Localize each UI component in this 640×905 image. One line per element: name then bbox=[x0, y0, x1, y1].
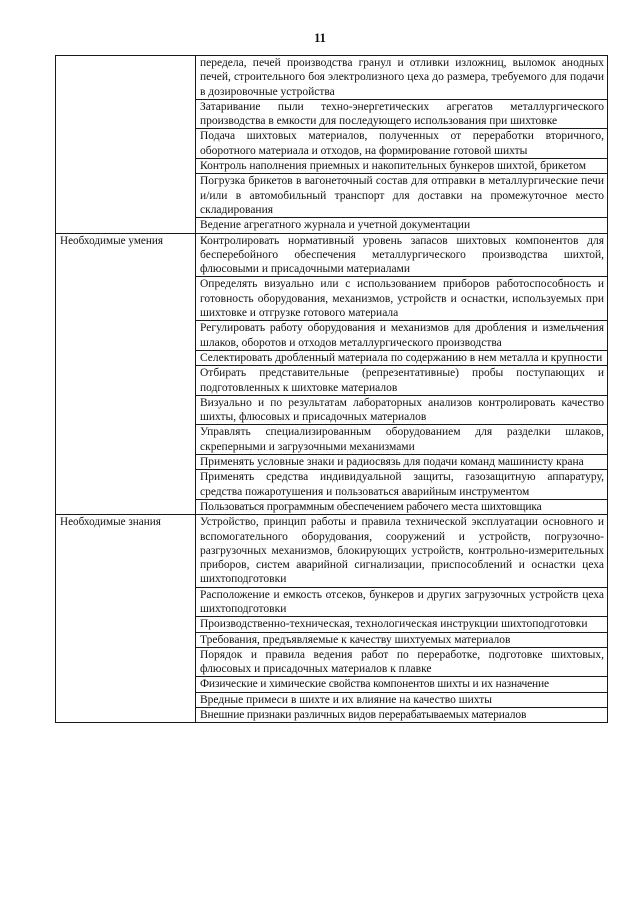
table-cell: Контроль наполнения приемных и накопительных бункеров шихтой, брикетом bbox=[196, 159, 608, 174]
table-cell: Ведение агрегатного журнала и учетной документации bbox=[196, 218, 608, 233]
table-cell: Порядок и правила ведения работ по переработке, подготовке шихтовых, флюсовых и присадочных материалов к плавке bbox=[196, 647, 608, 677]
table-cell: Контролировать нормативный уровень запасов шихтовых компонентов для бесперебойного обеспечения металлургического производства шихтой, флюсовыми и присадочными материалами bbox=[196, 233, 608, 277]
table-cell: Пользоваться программным обеспечением рабочего места шихтовщика bbox=[196, 499, 608, 514]
table-cell: Управлять специализированным оборудованием для разделки шлаков, скреперными и загрузочными механизмами bbox=[196, 425, 608, 455]
table-cell: Погрузка брикетов в вагонеточный состав для отправки в металлургические печи и/или в автомобильный транспорт для доставки на промежуточное место складирования bbox=[196, 174, 608, 218]
table-cell: Подача шихтовых материалов, полученных от переработки вторичного, оборотного материала и отходов, на формирование готовой шихты bbox=[196, 129, 608, 159]
table-cell: Визуально и по результатам лабораторных анализов контролировать качество шихты, флюсовых и присадочных материалов bbox=[196, 395, 608, 425]
table-cell: Физические и химические свойства компонентов шихты и их назначение bbox=[196, 677, 608, 692]
table-cell: Внешние признаки различных видов перерабатываемых материалов bbox=[196, 708, 608, 723]
table-cell: передела, печей производства гранул и отливки изложниц, выломок анодных печей, строительного боя электролизного цеха до размера, требуемого для подачи в дозировочные устройства bbox=[196, 56, 608, 100]
table-cell: Селектировать дробленный материала по содержанию в нем металла и крупности bbox=[196, 350, 608, 365]
table-cell: Устройство, принцип работы и правила технической эксплуатации основного и вспомогательного оборудования, сооружений и устройств, погрузочно-разгрузочных механизмов, блокирующих устройств, контрольно-измерительных приборов, систем аварийной сигнализации, приспособлений и оснастки цеха шихтоподготовки bbox=[196, 515, 608, 587]
category-cell bbox=[56, 56, 196, 234]
table-cell: Регулировать работу оборудования и механизмов для дробления и измельчения шлаков, оборотов и отходов металлургического производства bbox=[196, 321, 608, 351]
table-cell: Отбирать представительные (репрезентативные) пробы поступающих и подготовленных к шихтовке материалов bbox=[196, 366, 608, 396]
category-cell-skills: Необходимые умения bbox=[56, 233, 196, 515]
table-cell: Вредные примеси в шихте и их влияние на качество шихты bbox=[196, 692, 608, 707]
table-cell: Требования, предъявляемые к качеству шихтуемых материалов bbox=[196, 632, 608, 647]
page-number: 11 bbox=[314, 31, 326, 45]
table-cell: Применять условные знаки и радиосвязь для подачи команд машинисту крана bbox=[196, 455, 608, 470]
requirements-table bbox=[55, 55, 608, 723]
table-cell: Определять визуально или с использованием приборов работоспособность и готовность оборудования, механизмов, устройств и оснастки, используемых при шихтовке и отгрузке готового материала bbox=[196, 277, 608, 321]
category-cell-knowledge: Необходимые знания bbox=[56, 515, 196, 723]
table-cell: Расположение и емкость отсеков, бункеров и других загрузочных устройств цеха шихтоподготовки bbox=[196, 587, 608, 617]
table-row bbox=[56, 56, 608, 100]
table-cell: Применять средства индивидуальной защиты, газозащитную аппаратуру, средства пожаротушения и пользоваться аварийным инструментом bbox=[196, 470, 608, 500]
table-row bbox=[56, 515, 608, 587]
table-cell: Затаривание пыли техно-энергетических агрегатов металлургического производства в емкости для последующего использования при шихтовке bbox=[196, 99, 608, 129]
table-cell: Производственно-техническая, технологическая инструкции шихтоподготовки bbox=[196, 617, 608, 632]
table-row bbox=[56, 233, 608, 277]
